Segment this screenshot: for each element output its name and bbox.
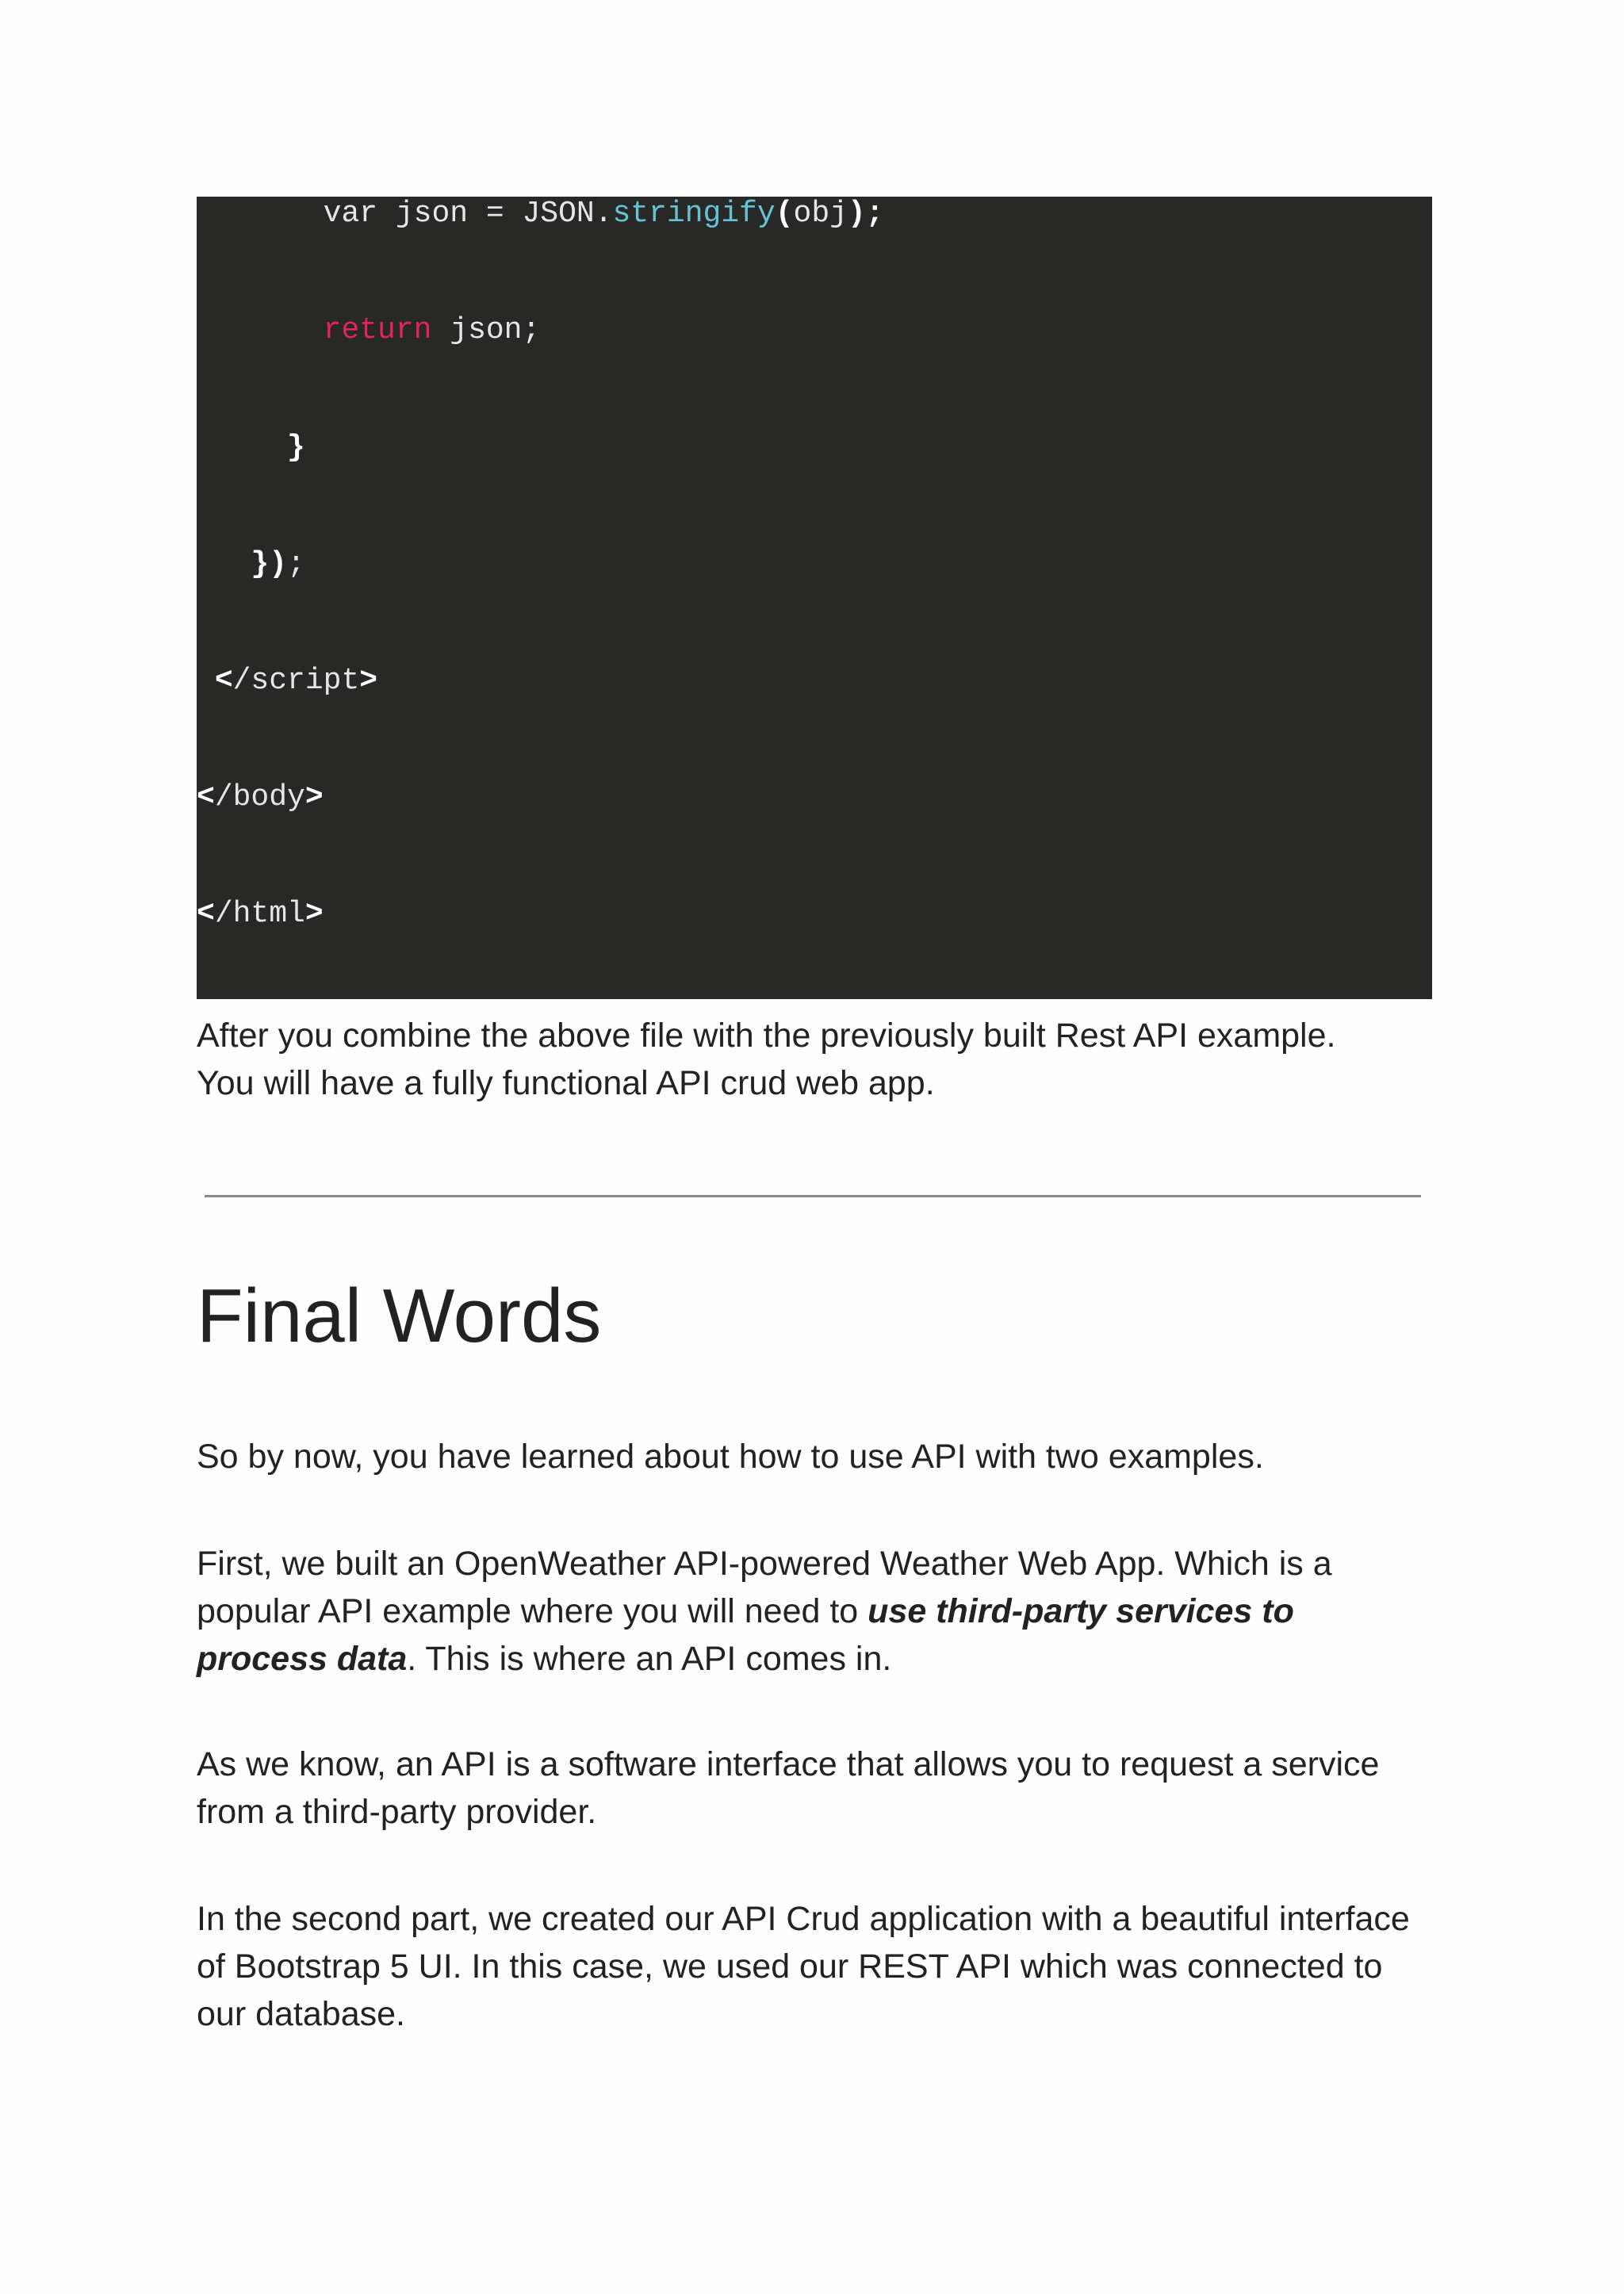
code-angle-bracket: < [197, 897, 215, 931]
code-angle-bracket: > [359, 664, 378, 698]
paragraph-text: First, we built an OpenWeather API-powered Weather Web App. Which is a popular API example where you will need to [197, 1545, 1332, 1630]
code-indent [197, 313, 324, 347]
code-indent [197, 547, 251, 581]
paragraph-first-example [197, 1540, 1434, 1683]
paragraph-second-example: In the second part, we created our API Crud application with a beautiful interface of Bootstrap 5 UI. In this case, we used our REST API which was connected to our database. [197, 1900, 1410, 2033]
paragraph-summary: So by now, you have learned about how to use API with two examples. [197, 1438, 1264, 1476]
code-line [197, 547, 305, 582]
code-line [197, 431, 305, 465]
paragraph-api-definition: As we know, an API is a software interface that allows you to request a service from a third-party provider. [197, 1745, 1380, 1831]
horizontal-divider [205, 1195, 1421, 1197]
code-text: json; [431, 313, 541, 347]
code-line [197, 780, 324, 815]
code-line [197, 664, 377, 699]
code-text: obj [793, 197, 848, 231]
code-keyword: return [323, 313, 432, 347]
intro-line: You will have a fully functional API crud web app. [197, 1064, 935, 1102]
code-paren: ( [775, 197, 794, 231]
code-line [197, 313, 540, 348]
section-heading: Final Words [197, 1273, 602, 1358]
code-semicolon: ; [865, 197, 884, 231]
emphasized-text: use third-party services to process data [197, 1592, 1294, 1678]
code-angle-bracket: > [304, 897, 324, 931]
code-indent [197, 664, 215, 698]
code-semicolon: ; [287, 547, 305, 581]
code-angle-bracket: < [197, 780, 215, 814]
paragraph-text: . This is where an API comes in. [407, 1640, 892, 1678]
code-tag: /body [214, 780, 305, 814]
code-brace: } [287, 431, 305, 465]
code-line [197, 197, 884, 232]
code-paren: ) [847, 197, 866, 231]
code-brace: }) [251, 547, 288, 581]
code-tag: /html [214, 897, 305, 931]
intro-line: After you combine the above file with the previously built Rest API example. [197, 1017, 1336, 1055]
code-indent [197, 431, 287, 465]
code-angle-bracket: < [214, 664, 233, 698]
code-function: stringify [612, 197, 776, 231]
intro-paragraph [197, 1012, 1434, 1107]
code-indent [197, 197, 324, 231]
code-block [197, 197, 1432, 999]
code-tag: /script [232, 664, 360, 698]
code-angle-bracket: > [304, 780, 324, 814]
code-text: var json = JSON. [323, 197, 613, 231]
code-line [197, 897, 324, 932]
